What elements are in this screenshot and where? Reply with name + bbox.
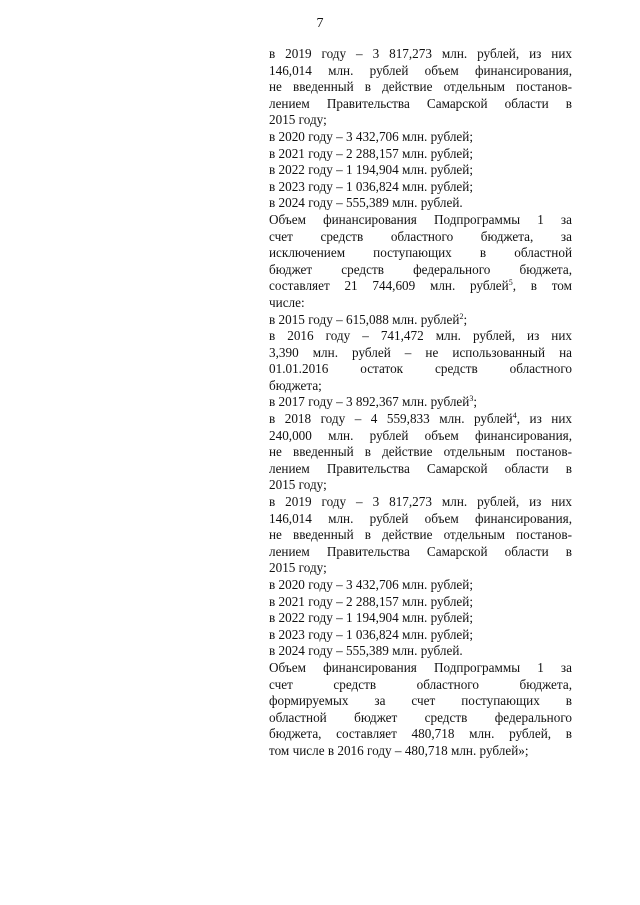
text-line-content: в 2020 году – 3 432,706 млн. рублей; xyxy=(269,577,473,592)
text-line-tail: ; xyxy=(473,394,477,410)
text-line xyxy=(269,146,572,163)
text-line-tail: ; xyxy=(463,311,468,327)
text-line xyxy=(269,444,572,461)
text-line-content: исключением поступающих в областной xyxy=(269,245,572,261)
text-line-content: том числе в 2016 году – 480,718 млн. рублей»; xyxy=(269,742,529,758)
text-line-content: не введенный в действие отдельным постанов- xyxy=(269,79,572,95)
text-line-content: в 2019 году – 3 817,273 млн. рублей, из них xyxy=(269,46,572,61)
text-line-content: числе: xyxy=(269,294,305,310)
text-line xyxy=(269,394,572,411)
text-line xyxy=(269,560,572,577)
text-line-content: в 2024 году – 555,389 млн. рублей. xyxy=(269,643,463,659)
text-line-content: формируемых за счет поступающих в xyxy=(269,693,572,709)
text-line-content: в 2018 году – 4 559,833 млн. рублей xyxy=(269,411,513,427)
text-line-content: 2015 году; xyxy=(269,560,327,576)
text-line-content: в 2017 году – 3 892,367 млн. рублей xyxy=(269,394,470,410)
text-line-content: в 2015 году – 615,088 млн. рублей xyxy=(269,311,460,327)
text-line xyxy=(269,361,572,378)
text-line-content: бюджет средств федерального бюджета, xyxy=(269,261,572,277)
text-line xyxy=(269,46,572,63)
text-line-content: в 2022 году – 1 194,904 млн. рублей; xyxy=(269,610,473,626)
text-line xyxy=(269,179,572,196)
text-line-content: 01.01.2016 остаток средств областного xyxy=(269,361,572,377)
text-line xyxy=(269,710,572,727)
text-line xyxy=(269,743,572,760)
text-line-content: 146,014 млн. рублей объем финансирования, xyxy=(269,62,572,78)
footnote-marker: 3 xyxy=(469,394,474,404)
text-line xyxy=(269,494,572,511)
text-line-content: бюджета, составляет 480,718 млн. рублей, в xyxy=(269,726,572,742)
text-line-content: бюджета; xyxy=(269,377,322,393)
text-line-content: 2015 году; xyxy=(269,477,327,493)
text-line xyxy=(269,79,572,96)
text-line-content: счет средств областного бюджета, за xyxy=(269,228,572,244)
text-line xyxy=(269,527,572,544)
text-line-content: в 2016 году – 741,472 млн. рублей, из них xyxy=(269,328,572,344)
text-line xyxy=(269,295,572,312)
text-line-content: в 2023 году – 1 036,824 млн. рублей; xyxy=(269,178,473,194)
footnote-marker: 2 xyxy=(459,311,464,321)
text-line xyxy=(269,643,572,660)
text-line-content: счет средств областного бюджета, xyxy=(269,676,572,692)
text-line-content: в 2021 году – 2 288,157 млн. рублей; xyxy=(269,145,473,161)
text-line-content: составляет 21 744,609 млн. рублей xyxy=(269,278,509,294)
text-line xyxy=(269,345,572,362)
footnote-marker: 4 xyxy=(512,411,517,421)
text-line xyxy=(269,544,572,561)
text-line-content: 146,014 млн. рублей объем финансирования, xyxy=(269,510,572,526)
footnote-marker: 5 xyxy=(508,278,513,288)
text-line xyxy=(269,594,572,611)
text-line-content: в 2024 году – 555,389 млн. рублей. xyxy=(269,195,463,211)
text-line-content: в 2023 году – 1 036,824 млн. рублей; xyxy=(269,626,473,642)
text-line xyxy=(269,677,572,694)
text-line xyxy=(269,428,572,445)
text-line-content: Объем финансирования Подпрограммы 1 за xyxy=(269,211,572,227)
text-line xyxy=(269,162,572,179)
text-line-content: 240,000 млн. рублей объем финансирования, xyxy=(269,427,572,443)
text-line-content: 3,390 млн. рублей – не использованный на xyxy=(269,344,572,360)
text-line xyxy=(269,212,572,229)
text-line xyxy=(269,726,572,743)
text-line-content: Объем финансирования Подпрограммы 1 за xyxy=(269,659,572,675)
text-line xyxy=(269,461,572,478)
text-line xyxy=(269,660,572,677)
text-line-content: не введенный в действие отдельным постанов- xyxy=(269,444,572,460)
text-line xyxy=(269,129,572,146)
text-line xyxy=(269,245,572,262)
text-line xyxy=(269,328,572,345)
text-line-content: лением Правительства Самарской области в xyxy=(269,95,572,111)
text-line-tail: , в том xyxy=(512,278,572,294)
text-line-content: лением Правительства Самарской области в xyxy=(269,460,572,476)
text-line-tail: , из них xyxy=(516,411,572,427)
text-line xyxy=(269,96,572,113)
page-number: 7 xyxy=(316,16,324,31)
text-line xyxy=(269,610,572,627)
text-line xyxy=(269,312,572,329)
text-line-content: в 2021 году – 2 288,157 млн. рублей; xyxy=(269,593,473,609)
text-line xyxy=(269,63,572,80)
text-line xyxy=(269,477,572,494)
text-line-content: в 2019 году – 3 817,273 млн. рублей, из них xyxy=(269,494,572,510)
text-line xyxy=(269,511,572,528)
text-line xyxy=(269,195,572,212)
body-text xyxy=(269,46,572,760)
text-line-content: областной бюджет средств федерального xyxy=(269,709,572,725)
text-line-content: лением Правительства Самарской области в xyxy=(269,543,572,559)
text-line xyxy=(269,577,572,594)
text-line xyxy=(269,378,572,395)
text-line xyxy=(269,229,572,246)
text-line xyxy=(269,278,572,295)
text-line-content: в 2022 году – 1 194,904 млн. рублей; xyxy=(269,162,473,178)
text-line xyxy=(269,693,572,710)
text-line xyxy=(269,627,572,644)
text-line-content: не введенный в действие отдельным постанов- xyxy=(269,527,572,543)
text-line-content: 2015 году; xyxy=(269,112,327,128)
text-line-content: в 2020 году – 3 432,706 млн. рублей; xyxy=(269,128,473,144)
text-line xyxy=(269,411,572,428)
text-line xyxy=(269,112,572,129)
text-line xyxy=(269,262,572,279)
